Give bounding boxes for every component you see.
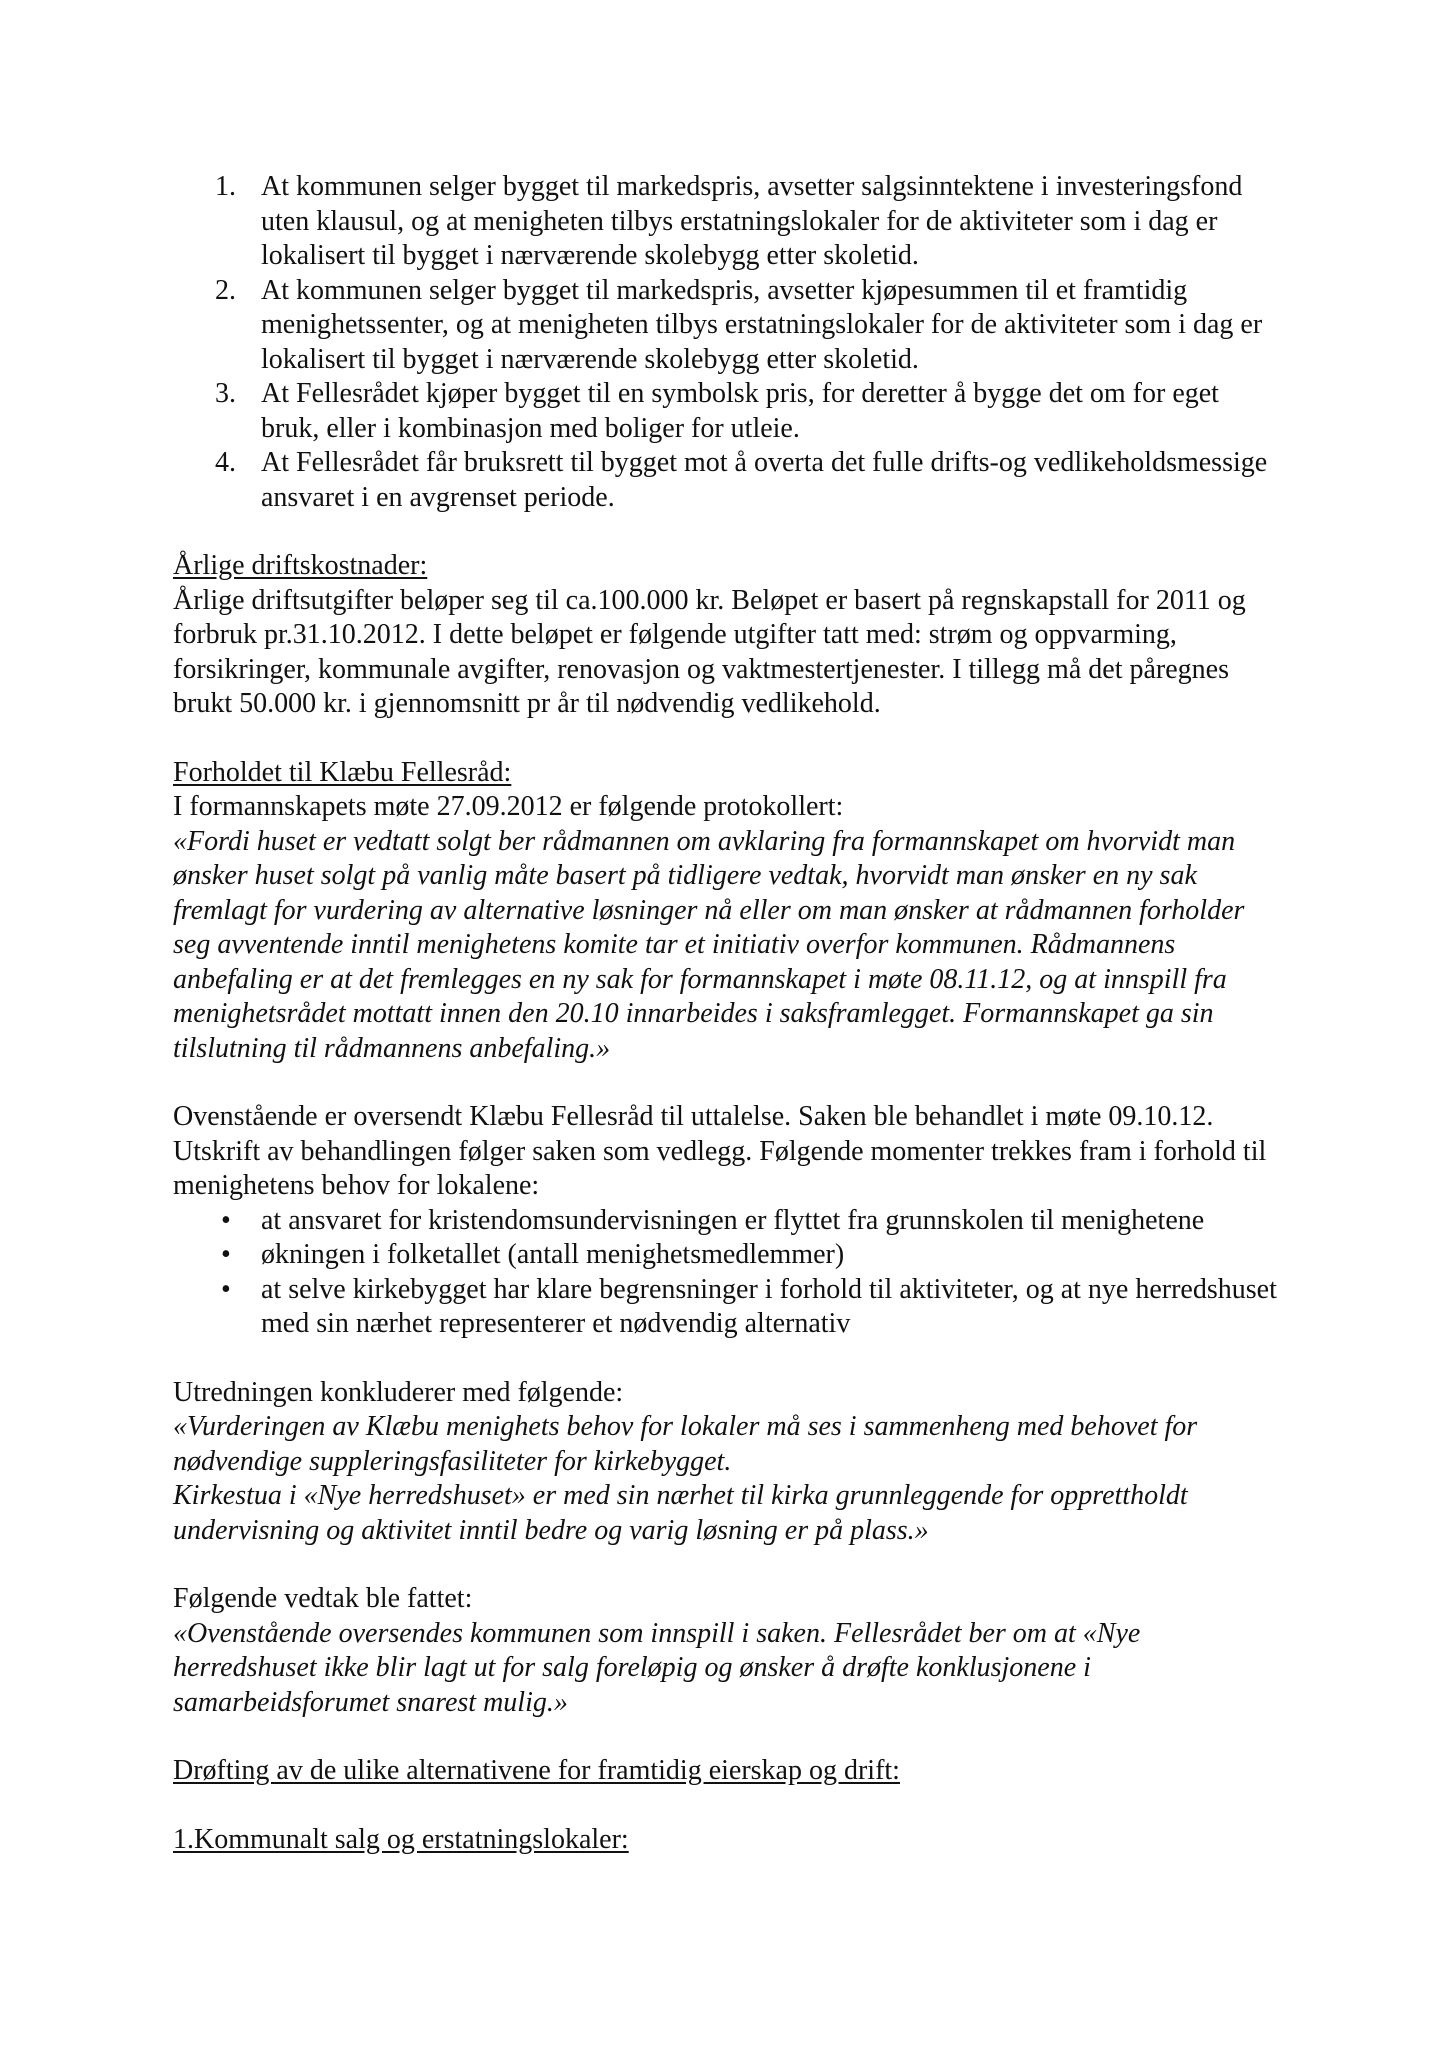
bullet-item-2 <box>173 1238 1283 1273</box>
page-content <box>173 170 1283 1857</box>
spacer <box>173 1066 1283 1100</box>
momenter-list <box>173 1204 1283 1342</box>
list-text: At Fellesrådet får bruksrett til bygget mot å overta det fulle drifts-og vedlikeholdsmessige ansvaret i en avgrenset periode. <box>261 447 1268 513</box>
list-number: 4. <box>215 447 236 478</box>
vedtak-intro: Følgende vedtak ble fattet: <box>173 1583 473 1614</box>
spacer <box>173 722 1283 756</box>
utredningen-quote-1: «Vurderingen av Klæbu menighets behov for lokaler må ses i sammenheng med behovet for nødvendige suppleringsfasiliteter for kirkebygget. <box>173 1411 1198 1477</box>
list-text: At Fellesrådet kjøper bygget til en symbolsk pris, for deretter å bygge det om for eget bruk, eller i kombinasjon med boliger for utleie. <box>261 378 1219 444</box>
alternative-item-4 <box>173 446 1283 515</box>
section-heading-driftskostnader: Årlige driftskostnader: <box>173 550 428 581</box>
bullet-icon: • <box>221 1239 231 1270</box>
section-heading-drofting: Drøfting av de ulike alternativene for framtidig eierskap og drift: <box>173 1755 900 1786</box>
list-number: 3. <box>215 378 236 409</box>
bullet-text: at selve kirkebygget har klare begrensninger i forhold til aktiviteter, og at nye herredshuset med sin nærhet representerer et nødvendig alternativ <box>261 1273 1277 1339</box>
alternative-item-3 <box>173 377 1283 446</box>
bullet-icon: • <box>221 1204 231 1236</box>
alternative-item-2 <box>173 274 1283 378</box>
bullet-icon: • <box>221 1273 231 1305</box>
alternatives-list <box>173 170 1283 515</box>
list-text: At kommunen selger bygget til markedspris, avsetter salgsinntektene i investeringsfond uten klausul, og at menigheten tilbys erstatningslokaler for de aktiviteter som i dag er lokalisert til bygget i nærværende skolebygg etter skoletid. <box>261 171 1243 271</box>
bullet-item-1 <box>173 1204 1283 1239</box>
bullet-text: økningen i folketallet (antall menighetsmedlemmer) <box>261 1239 845 1270</box>
driftskostnader-paragraph: Årlige driftsutgifter beløper seg til ca.100.000 kr. Beløpet er basert på regnskapstall for 2011 og forbruk pr.31.10.2012. I dette beløpet er følgende utgifter tatt med: strøm og oppvarming, forsikringer, kommunale avgifter, renovasjon og vaktmestertjenester. I tillegg må det påregnes brukt 50.000 kr. i gjennomsnitt pr år til nødvendig vedlikehold. <box>173 584 1246 719</box>
vedtak-quote: «Ovenstående oversendes kommunen som innspill i saken. Fellesrådet ber om at «Nye herredshuset ikke blir lagt ut for salg foreløpig og ønsker å drøfte konklusjonene i samarbeidsforumet snarest mulig.» <box>173 1617 1141 1718</box>
spacer <box>173 1548 1283 1582</box>
list-number: 1. <box>215 171 236 202</box>
section-heading-kommunalt-salg: 1.Kommunalt salg og erstatningslokaler: <box>173 1823 629 1855</box>
spacer <box>173 515 1283 549</box>
forholdet-intro: I formannskapets møte 27.09.2012 er følgende protokollert: <box>173 791 844 822</box>
formannskap-quote: «Fordi huset er vedtatt solgt ber rådmannen om avklaring fra formannskapet om hvorvidt man ønsker huset solgt på vanlig måte basert på tidligere vedtak, hvorvidt man ønsker en ny sak fremlagt for vurdering av alternative løsninger nå eller om man ønsker at rådmannen forholder seg avventende inntil menighetens komite tar et initiativ overfor kommunen. Rådmannens anbefaling er at det fremlegges en ny sak for formannskapet i møte 08.11.12, og at innspill fra menighetsrådet mottatt innen den 20.10 innarbeides i saksframlegget. Formannskapet ga sin tilslutning til rådmannens anbefaling.» <box>173 825 1245 1064</box>
list-number: 2. <box>215 274 236 306</box>
section-heading-forholdet: Forholdet til Klæbu Fellesråd: <box>173 756 512 788</box>
utredningen-intro: Utredningen konkluderer med følgende: <box>173 1376 624 1408</box>
list-text: At kommunen selger bygget til markedspris, avsetter kjøpesummen til et framtidig menighetssenter, og at menigheten tilbys erstatningslokaler for de aktiviteter som i dag er lokalisert til bygget i nærværende skolebygg etter skoletid. <box>261 274 1263 375</box>
oversendt-paragraph: Ovenstående er oversendt Klæbu Fellesråd til uttalelse. Saken ble behandlet i møte 09.10.12. Utskrift av behandlingen følger saken som vedlegg. Følgende momenter trekkes fram i forhold til menighetens behov for lokalene: <box>173 1101 1267 1201</box>
bullet-item-3 <box>173 1273 1283 1342</box>
spacer <box>173 1720 1283 1754</box>
spacer <box>173 1342 1283 1376</box>
spacer <box>173 1789 1283 1823</box>
utredningen-quote-2: Kirkestua i «Nye herredshuset» er med sin nærhet til kirka grunnleggende for opprettholdt undervisning og aktivitet inntil bedre og varig løsning er på plass.» <box>173 1480 1188 1546</box>
alternative-item-1 <box>173 170 1283 274</box>
bullet-text: at ansvaret for kristendomsundervisningen er flyttet fra grunnskolen til menighetene <box>261 1204 1205 1236</box>
